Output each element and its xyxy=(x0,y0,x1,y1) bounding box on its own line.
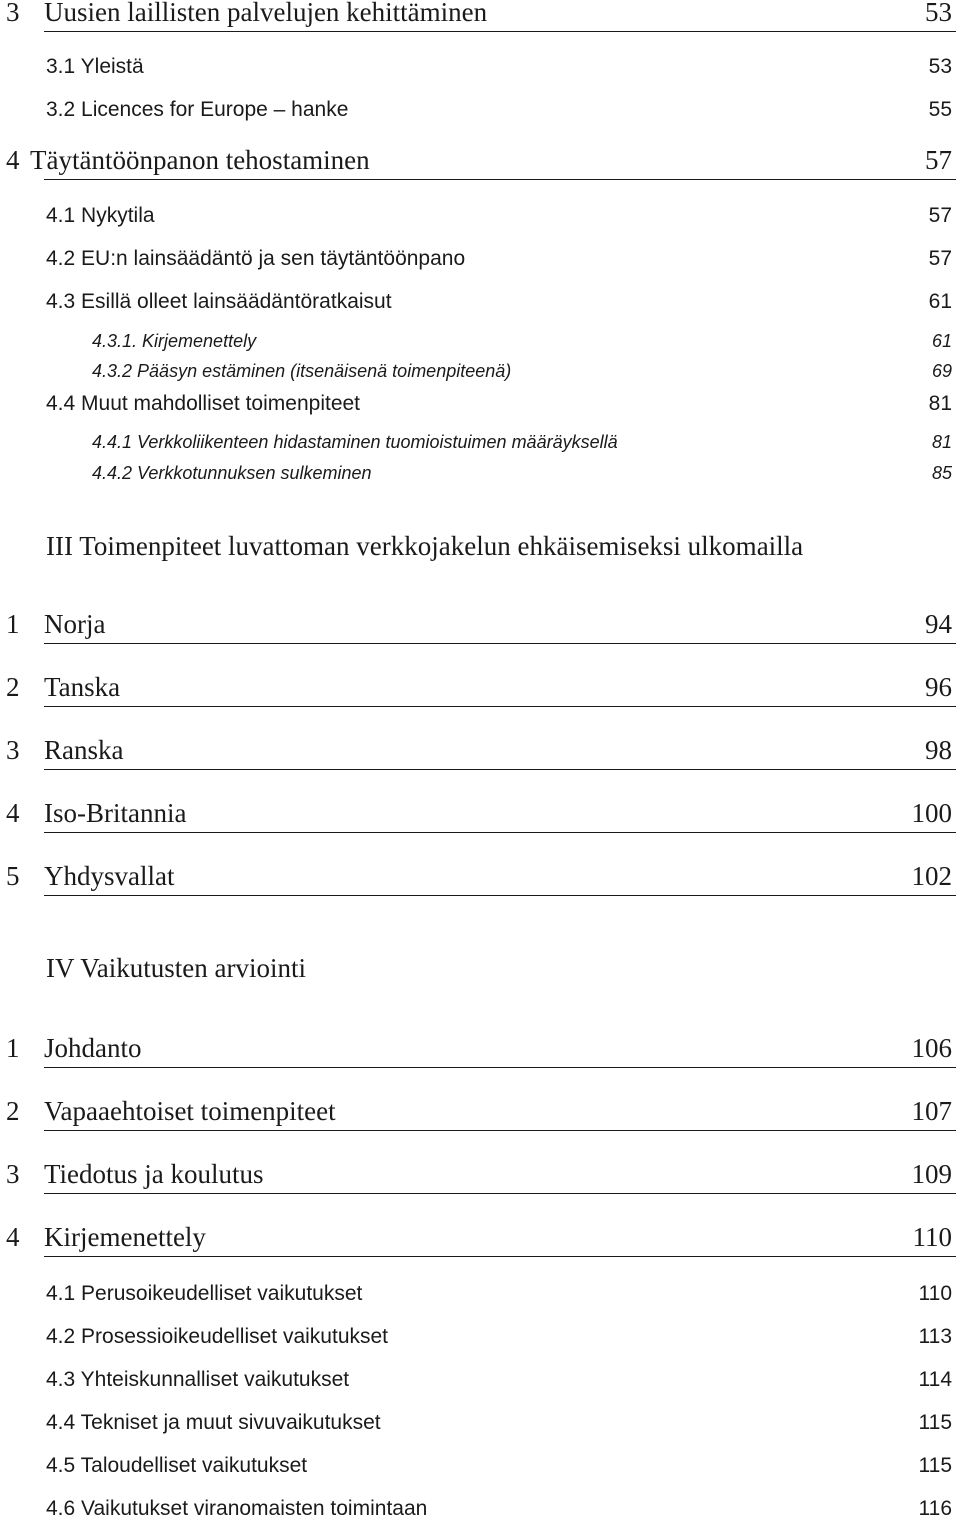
page-number: 109 xyxy=(911,1159,952,1189)
page-number: 106 xyxy=(911,1033,952,1063)
chapter-title: Uusien laillisten palvelujen kehittäminen xyxy=(44,0,488,27)
toc-section xyxy=(0,239,960,275)
section-title: 3.2 Licences for Europe – hanke xyxy=(46,98,349,121)
divider xyxy=(44,31,956,32)
section-title: 4.2 Prosessioikeudelliset vaikutukset xyxy=(46,1325,389,1348)
divider xyxy=(44,1256,956,1257)
chapter-number: 4 xyxy=(6,145,20,175)
chapter-number: 5 xyxy=(6,861,20,891)
page-number: 85 xyxy=(931,463,952,483)
page-number: 69 xyxy=(931,361,952,381)
page-number: 107 xyxy=(911,1096,952,1126)
chapter-title: Johdanto xyxy=(44,1033,142,1063)
toc-chapter xyxy=(0,1158,960,1194)
section-title: 4.4 Muut mahdolliset toimenpiteet xyxy=(46,392,361,415)
page-number: 53 xyxy=(925,0,952,27)
chapter-title: Tanska xyxy=(44,672,121,702)
subsection-title: 4.4.2 Verkkotunnuksen sulkeminen xyxy=(92,463,372,483)
toc-section xyxy=(0,1317,960,1353)
part-heading xyxy=(0,952,960,988)
page-number: 98 xyxy=(925,735,952,765)
toc-section xyxy=(0,282,960,318)
divider xyxy=(44,1193,956,1194)
toc-section xyxy=(0,196,960,232)
page-number: 53 xyxy=(928,55,952,78)
divider xyxy=(44,769,956,770)
divider xyxy=(44,643,956,644)
toc-chapter xyxy=(0,1221,960,1257)
toc-section xyxy=(0,1446,960,1482)
divider xyxy=(44,706,956,707)
chapter-title: Ranska xyxy=(44,735,124,765)
toc-chapter xyxy=(0,860,960,896)
page-number: 57 xyxy=(925,145,952,175)
page-number: 81 xyxy=(931,432,952,452)
divider xyxy=(44,895,956,896)
page-number: 81 xyxy=(928,392,952,415)
part-heading xyxy=(0,530,960,566)
page-number: 115 xyxy=(918,1411,952,1434)
chapter-number: 4 xyxy=(6,798,20,828)
chapter-title: Täytäntöönpanon tehostaminen xyxy=(30,145,370,175)
page-number: 57 xyxy=(928,204,952,227)
chapter-number: 3 xyxy=(6,1159,20,1189)
page-number: 94 xyxy=(925,609,952,639)
chapter-title: Tiedotus ja koulutus xyxy=(44,1159,264,1189)
chapter-title: Vapaaehtoiset toimenpiteet xyxy=(44,1096,336,1126)
divider xyxy=(44,1067,956,1068)
section-title: 4.3 Yhteiskunnalliset vaikutukset xyxy=(46,1368,350,1391)
divider xyxy=(44,832,956,833)
section-title: 4.2 EU:n lainsäädäntö ja sen täytäntöönpano xyxy=(46,247,466,270)
chapter-number: 3 xyxy=(6,735,20,765)
toc-section xyxy=(0,90,960,126)
section-title: 3.1 Yleistä xyxy=(46,55,144,78)
toc-section xyxy=(0,1403,960,1439)
toc-chapter xyxy=(0,734,960,770)
section-title: 4.4 Tekniset ja muut sivuvaikutukset xyxy=(46,1411,381,1434)
toc-subsection xyxy=(0,350,960,386)
page-number: 113 xyxy=(918,1325,952,1348)
chapter-title: Yhdysvallat xyxy=(44,861,175,891)
toc-section xyxy=(0,1360,960,1396)
section-title: 4.1 Nykytila xyxy=(46,204,155,227)
toc-chapter xyxy=(0,797,960,833)
page-number: 100 xyxy=(911,798,952,828)
section-title: 4.5 Taloudelliset vaikutukset xyxy=(46,1454,308,1477)
toc-section xyxy=(0,384,960,420)
chapter-number: 1 xyxy=(6,609,20,639)
toc-section xyxy=(0,47,960,83)
page-number: 57 xyxy=(928,247,952,270)
chapter-number: 2 xyxy=(6,672,20,702)
page-number: 116 xyxy=(918,1497,952,1520)
chapter-number: 4 xyxy=(6,1222,20,1252)
toc-section xyxy=(0,1489,960,1525)
chapter-title: Norja xyxy=(44,609,106,639)
page-number: 61 xyxy=(928,290,952,313)
chapter-number: 3 xyxy=(6,0,20,27)
page-number: 110 xyxy=(912,1222,952,1252)
toc-chapter xyxy=(0,671,960,707)
toc-chapter xyxy=(0,608,960,644)
toc-section xyxy=(0,1274,960,1310)
page-number: 115 xyxy=(918,1454,952,1477)
subsection-title: 4.4.1 Verkkoliikenteen hidastaminen tuomioistuimen määräyksellä xyxy=(92,432,618,452)
section-title: 4.3 Esillä olleet lainsäädäntöratkaisut xyxy=(46,290,392,313)
page-number: 61 xyxy=(931,331,952,351)
chapter-number: 2 xyxy=(6,1096,20,1126)
toc-chapter xyxy=(0,1095,960,1131)
divider xyxy=(44,1130,956,1131)
chapter-title: Kirjemenettely xyxy=(44,1222,206,1252)
page-number: 96 xyxy=(925,672,952,702)
page-number: 114 xyxy=(918,1368,952,1391)
page-number: 102 xyxy=(911,861,952,891)
chapter-number: 1 xyxy=(6,1033,20,1063)
part-title: III Toimenpiteet luvattoman verkkojakelun ehkäisemiseksi ulkomailla xyxy=(46,531,804,561)
toc-chapter xyxy=(0,144,960,180)
subsection-title: 4.3.2 Pääsyn estäminen (itsenäisenä toimenpiteenä) xyxy=(92,361,512,381)
section-title: 4.6 Vaikutukset viranomaisten toimintaan xyxy=(46,1497,428,1520)
chapter-title: Iso-Britannia xyxy=(44,798,187,828)
subsection-title: 4.3.1. Kirjemenettely xyxy=(92,331,257,351)
part-title: IV Vaikutusten arviointi xyxy=(46,953,306,983)
toc-chapter xyxy=(0,0,960,32)
page-number: 110 xyxy=(918,1282,952,1305)
toc-chapter xyxy=(0,1032,960,1068)
toc-subsection xyxy=(0,452,960,488)
divider xyxy=(44,179,956,180)
section-title: 4.1 Perusoikeudelliset vaikutukset xyxy=(46,1282,363,1305)
page-number: 55 xyxy=(928,98,952,121)
